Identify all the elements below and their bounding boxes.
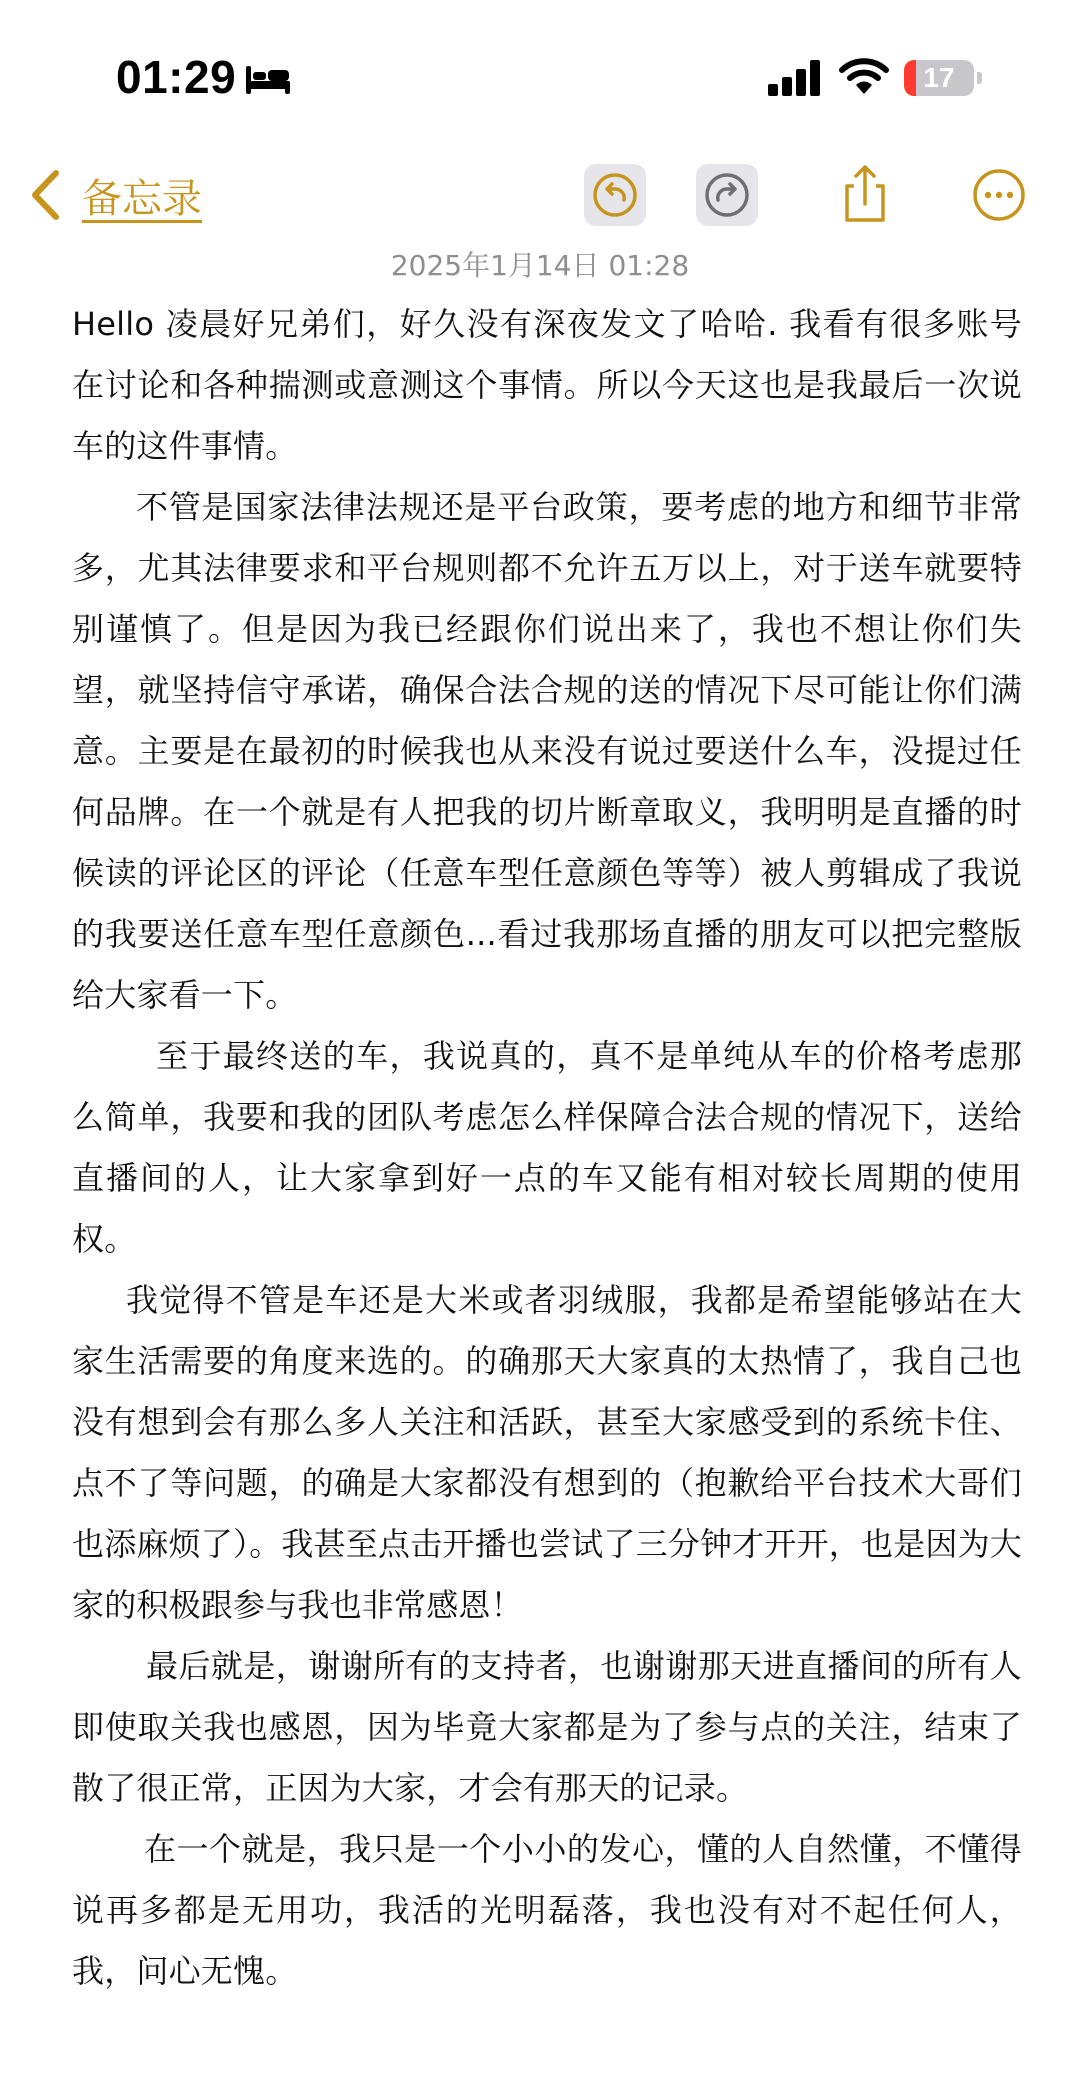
note-paragraph: 在一个就是，我只是一个小小的发心，懂的人自然懂，不懂得说再多都是无用功，我活的光明磊落，我也没有对不起任何人，我，问心无愧。: [72, 1830, 1022, 1990]
note-body[interactable]: [72, 294, 1022, 2002]
note-paragraph: Hello 凌晨好兄弟们，好久没有深夜发文了哈哈. 我看有很多账号在讨论和各种揣测或意测这个事情。所以今天这也是我最后一次说车的这件事情。: [72, 305, 1022, 465]
note-paragraph: 至于最终送的车，我说真的，真不是单纯从车的价格考虑那么简单，我要和我的团队考虑怎么样保障合法合规的情况下，送给直播间的人，让大家拿到好一点的车又能有相对较长周期的使用权。: [72, 1037, 1022, 1258]
redo-icon: [696, 164, 758, 226]
battery-icon: [904, 60, 984, 96]
nav-bar: [0, 150, 1080, 240]
more-button[interactable]: [968, 164, 1030, 226]
bed-icon: [244, 64, 292, 96]
more-icon: [968, 164, 1030, 226]
note-date: 2025年1月14日 01:28: [390, 249, 690, 282]
status-bar: [0, 0, 1080, 150]
cellular-signal-icon: [768, 60, 822, 96]
note-paragraph: 不管是国家法律法规还是平台政策，要考虑的地方和细节非常多，尤其法律要求和平台规则都不允许五万以上，对于送车就要特别谨慎了。但是因为我已经跟你们说出来了，我也不想让你们失望，就坚持信守承诺，确保合法合规的送的情况下尽可能让你们满意。主要是在最初的时候我也从来没有说过要送什么车，没提过任何品牌。在一个就是有人把我的切片断章取义，我明明是直播的时候读的评论区的评论（任意车型任意颜色等等）被人剪辑成了我说的我要送任意车型任意颜色...看过我那场直播的朋友可以把完整版给大家看一下。: [72, 488, 1022, 1014]
note-paragraph: 最后就是，谢谢所有的支持者，也谢谢那天进直播间的所有人即使取关我也感恩，因为毕竟大家都是为了参与点的关注，结束了散了很正常，正因为大家，才会有那天的记录。: [72, 1647, 1022, 1807]
battery-level: 17: [923, 62, 955, 93]
status-time: 01:29: [116, 51, 237, 103]
undo-button[interactable]: [584, 164, 646, 226]
back-label: 备忘录: [82, 175, 202, 222]
note-paragraph: 我觉得不管是车还是大米或者羽绒服，我都是希望能够站在大家生活需要的角度来选的。的确那天大家真的太热情了，我自己也没有想到会有那么多人关注和活跃，甚至大家感受到的系统卡住、点不了等问题，的确是大家都没有想到的（抱歉给平台技术大哥们也添麻烦了）。我甚至点击开播也尝试了三分钟才开开，也是因为大家的积极跟参与我也非常感恩！: [72, 1281, 1023, 1624]
chevron-left-icon: [28, 168, 62, 222]
wifi-icon: [838, 56, 890, 96]
redo-button[interactable]: [696, 164, 758, 226]
back-button[interactable]: [28, 164, 202, 226]
share-icon: [834, 164, 896, 226]
share-button[interactable]: [834, 164, 896, 226]
undo-icon: [584, 164, 646, 226]
